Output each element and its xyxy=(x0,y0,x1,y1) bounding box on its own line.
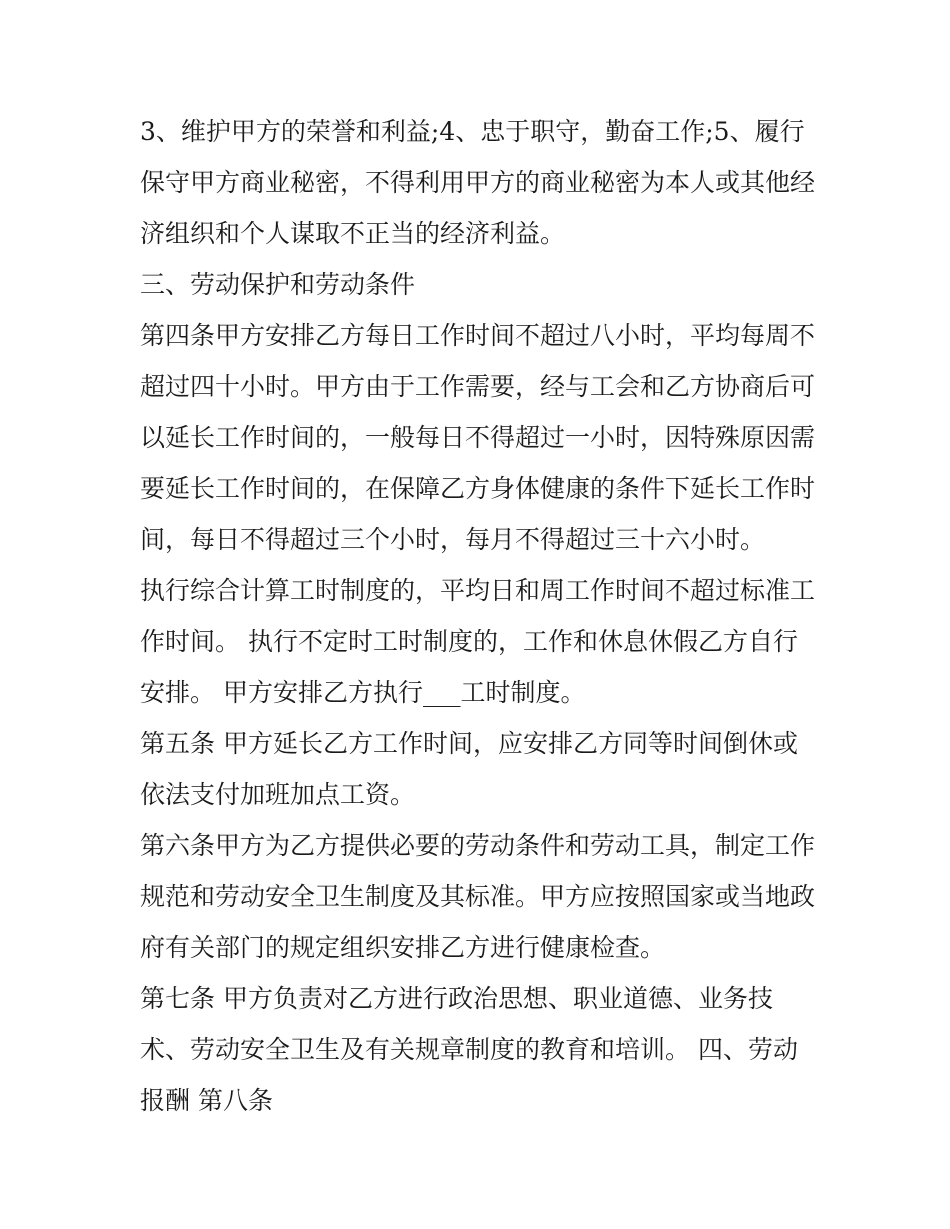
text-line: 依法支付加班加点工资。 xyxy=(140,780,416,809)
text-line: 第七条 甲方负责对乙方进行政治思想、职业道德、业务技 xyxy=(140,984,773,1013)
text-line: 3、维护甲方的荣誉和利益;4、忠于职守，勤奋工作;5、履行 xyxy=(140,117,805,146)
text-line: 济组织和个人谋取不正当的经济利益。 xyxy=(140,219,566,248)
text-line: 执行综合计算工时制度的，平均日和周工作时间不超过标准工 xyxy=(140,576,816,605)
text-line: 第五条 甲方延长乙方工作时间，应安排乙方同等时间倒休或 xyxy=(140,729,798,758)
text-line: 超过四十小时。甲方由于工作需要，经与工会和乙方协商后可 xyxy=(140,372,816,401)
text-line: 报酬 第八条 xyxy=(140,1086,273,1115)
text-line: 安排。 甲方安排乙方执行___工时制度。 xyxy=(140,678,586,707)
text-line: 作时间。 执行不定时工时制度的，工作和休息休假乙方自行 xyxy=(140,627,798,656)
text-line: 以延长工作时间的，一般每日不得超过一小时，因特殊原因需 xyxy=(140,423,816,452)
text-line: 第六条甲方为乙方提供必要的劳动条件和劳动工具，制定工作 xyxy=(140,831,816,860)
text-line: 要延长工作时间的，在保障乙方身体健康的条件下延长工作时 xyxy=(140,474,816,503)
text-line: 规范和劳动安全卫生制度及其标准。甲方应按照国家或当地政 xyxy=(140,882,816,911)
text-line: 第四条甲方安排乙方每日工作时间不超过八小时，平均每周不 xyxy=(140,321,816,350)
text-line: 术、劳动安全卫生及有关规章制度的教育和培训。 四、劳动 xyxy=(140,1035,798,1064)
document-body xyxy=(140,106,820,1126)
section-heading: 三、劳动保护和劳动条件 xyxy=(140,270,416,299)
text-line: 府有关部门的规定组织安排乙方进行健康检查。 xyxy=(140,933,666,962)
text-line: 间，每日不得超过三个小时，每月不得超过三十六小时。 xyxy=(140,525,766,554)
text-line: 保守甲方商业秘密，不得利用甲方的商业秘密为本人或其他经 xyxy=(140,168,816,197)
